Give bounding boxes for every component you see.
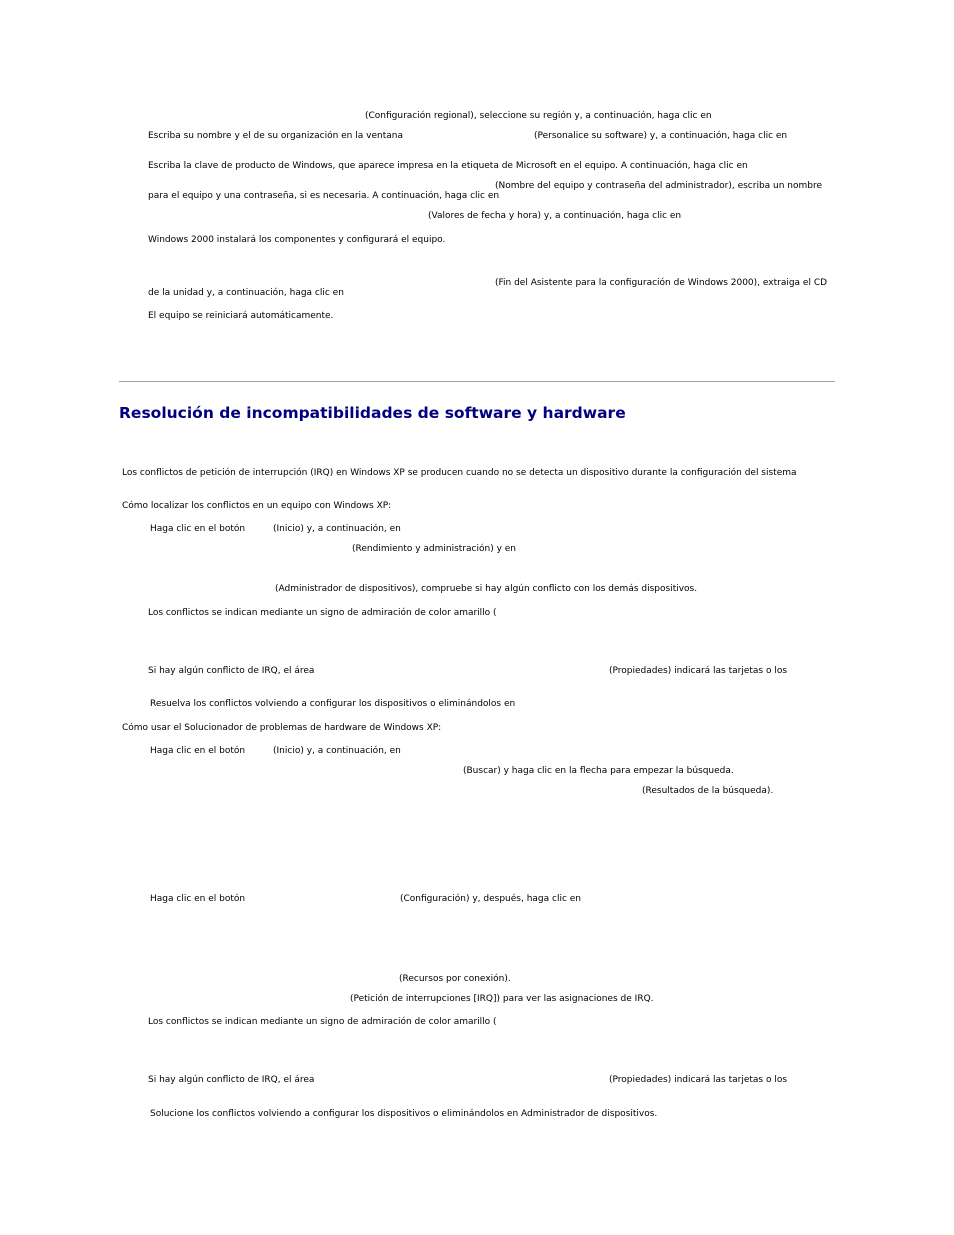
step-configuracion-despues: (Configuración) y, después, haga clic en xyxy=(400,894,581,904)
text-fin-asistente: (Fin del Asistente para la configuración de Windows 2000), extraiga el CD xyxy=(495,278,828,288)
resuelva-conflictos: Resuelva los conflictos volviendo a configurar los dispositivos o eliminándolos en xyxy=(150,699,516,709)
note-signo-admiracion: Los conflictos se indican mediante un signo de admiración de color amarillo ( xyxy=(148,608,497,618)
note-signo-admiracion-2: Los conflictos se indican mediante un signo de admiración de color amarillo ( xyxy=(148,1017,497,1027)
step-configuracion-text: Haga clic en el botón xyxy=(150,894,246,904)
text-nombre-equipo: (Nombre del equipo y contraseña del administrador), escriba un nombre xyxy=(495,181,823,191)
irq-propiedades-text: (Propiedades) indicará las tarjetas o los xyxy=(609,666,788,676)
section-divider xyxy=(119,381,835,382)
step-inicio-text: Haga clic en el botón xyxy=(150,524,246,534)
step-recursos-conexion: (Recursos por conexión). xyxy=(399,974,511,984)
text-config-regional: (Configuración regional), seleccione su región y, a continuación, haga clic en xyxy=(365,111,712,121)
text-clave-producto: Escriba la clave de producto de Windows, que aparece impresa en la etiqueta de Microsoft en el equipo. A continuación, haga clic en xyxy=(148,161,748,171)
solucionador-title: Cómo usar el Solucionador de problemas de hardware de Windows XP: xyxy=(122,723,442,733)
text-nombre-organizacion: Escriba su nombre y el de su organización en la ventana xyxy=(148,131,403,141)
step-peticion-interrupciones: (Petición de interrupciones [IRQ]) para ver las asignaciones de IRQ. xyxy=(350,994,654,1004)
text-personalice-software: (Personalice su software) y, a continuación, haga clic en xyxy=(534,131,788,141)
step-rendimiento: (Rendimiento y administración) y en xyxy=(352,544,516,554)
step-buscar: (Buscar) y haga clic en la flecha para empezar la búsqueda. xyxy=(463,766,734,776)
text-reiniciara: El equipo se reiniciará automáticamente. xyxy=(148,311,334,321)
text-valores-fecha: (Valores de fecha y hora) y, a continuación, haga clic en xyxy=(428,211,682,221)
irq-propiedades-text-2: (Propiedades) indicará las tarjetas o los xyxy=(609,1075,788,1085)
step-administrador-dispositivos: (Administrador de dispositivos), compruebe si hay algún conflicto con los demás dispositivos. xyxy=(275,584,698,594)
text-contrasena: para el equipo y una contraseña, si es necesaria. A continuación, haga clic en xyxy=(148,191,500,201)
solucione-conflictos: Solucione los conflictos volviendo a configurar los dispositivos o eliminándolos en Administrador de dispositivos. xyxy=(150,1109,658,1119)
s-step-inicio-continuacion: (Inicio) y, a continuación, en xyxy=(273,746,401,756)
section-title: Resolución de incompatibilidades de software y hardware xyxy=(119,404,626,422)
s-step-inicio-text: Haga clic en el botón xyxy=(150,746,246,756)
step-resultados: (Resultados de la búsqueda). xyxy=(642,786,774,796)
text-instalara-componentes: Windows 2000 instalará los componentes y configurará el equipo. xyxy=(148,235,446,245)
intro-text: Los conflictos de petición de interrupción (IRQ) en Windows XP se producen cuando no se detecta un dispositivo durante la configuración del sistema xyxy=(122,468,797,478)
localizar-conflictos-title: Cómo localizar los conflictos en un equipo con Windows XP: xyxy=(122,501,392,511)
irq-conflict-text-2: Si hay algún conflicto de IRQ, el área xyxy=(148,1075,315,1085)
text-unidad: de la unidad y, a continuación, haga clic en xyxy=(148,288,344,298)
step-inicio-continuacion: (Inicio) y, a continuación, en xyxy=(273,524,401,534)
irq-conflict-text: Si hay algún conflicto de IRQ, el área xyxy=(148,666,315,676)
